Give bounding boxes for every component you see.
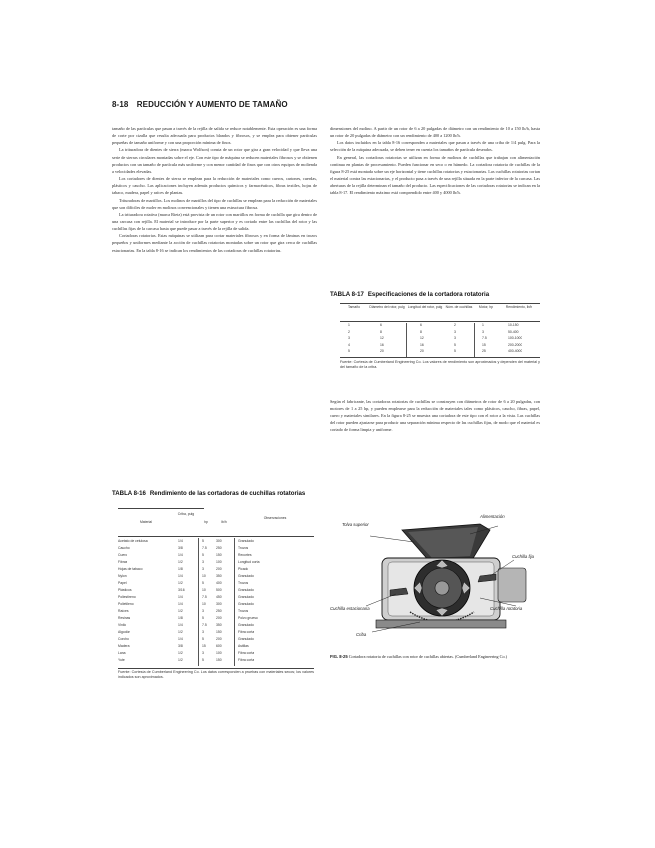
table-cell: Plásticos: [118, 588, 132, 592]
table-note: Fuente: Cortesía de Cumberland Engineering Co. Los valores de rendimiento son aproximados y dependen del material y del tamaño de la criba.: [340, 360, 540, 370]
table-cell: 3/16: [178, 588, 185, 592]
table-cell: 1/4: [178, 553, 183, 557]
table-cell: Lana: [118, 651, 126, 655]
table-label: TABLA 8-16: [112, 490, 146, 497]
paragraph: tamaño de las partículas que pasan a través de la rejilla de salida se reduce notablemente. Esta operación es una forma de corte por cizalla que resulta adecuada para productos blandos y fibrosos, y se emplea para obtener partículas pequeñas de tamaño uniforme y con una proporción mínima de finos.: [112, 126, 317, 146]
table-cell: 1/4: [178, 595, 183, 599]
table-title: Especificaciones de la cortadora rotatoria: [367, 291, 490, 298]
table-cell: 400: [216, 581, 222, 585]
table-cell: 5: [202, 539, 204, 543]
table-cell: 3: [202, 651, 204, 655]
table-title: Rendimiento de las cortadoras de cuchillas rotatorias: [149, 490, 306, 497]
table-cell: 10: [202, 602, 206, 606]
table-cell: Fibra corta: [238, 658, 255, 662]
table-row: [118, 560, 314, 566]
table-header-cell: Longitud del rotor, pulg: [407, 305, 443, 309]
table-row: [118, 630, 314, 636]
table-note: Fuente: Cortesía de Cumberland Engineering Co. Los datos corresponden a pruebas con materiales secos; los valores indicados son aproximados.: [118, 670, 314, 680]
table-row: [118, 651, 314, 657]
table-cell: 10: [202, 588, 206, 592]
table-cell: 500: [216, 588, 222, 592]
table-cell: Trozos: [238, 609, 249, 613]
base-shape: [376, 620, 506, 628]
table-cell: Poliestireno: [118, 595, 136, 599]
table-row: [118, 609, 314, 615]
table-cell: 5: [202, 637, 204, 641]
table-row: [118, 644, 314, 650]
table-cell: 7.5: [202, 546, 207, 550]
figure-label: Cuchilla estacionaria: [330, 606, 370, 611]
running-title: REDUCCIÓN Y AUMENTO DE TAMAÑO: [136, 100, 288, 109]
table-cell: Fibras: [118, 560, 128, 564]
table-cell: 150: [216, 630, 222, 634]
table-row: [118, 574, 314, 580]
table-row: [118, 546, 314, 552]
table-cell: Resinas: [118, 616, 131, 620]
table-cell: Caucho: [118, 546, 130, 550]
table-header-cell: Material: [139, 520, 153, 524]
table-8-17-title: [330, 291, 540, 298]
table-8-16: [118, 508, 314, 690]
table-cell: Algodón: [118, 630, 131, 634]
figure-label: Cuchilla fija: [512, 554, 534, 559]
table-row: [118, 553, 314, 559]
table-cell: 1/4: [178, 602, 183, 606]
table-header-cell: Criba, pulg: [177, 512, 195, 516]
table-cell: 600: [216, 644, 222, 648]
table-header-cell: Núm. de cuchillas: [445, 305, 473, 309]
table-row: 3 12 12 3 7.5 100-1000: [348, 336, 523, 340]
table-cell: Picado: [238, 567, 249, 571]
table-cell: Papel: [118, 581, 127, 585]
paragraph: Los cortadores de dientes de sierra se emplean para la reducción de materiales como cueros, cartones, cuerdas, plásticos y caucho. Las aplicaciones incluyen además productos químicos y farmacéuticos, fibras textiles, hojas de tabaco, madera, papel y raíces de plantas.: [112, 176, 317, 196]
table-cell: 5: [202, 616, 204, 620]
table-cell: 1/8: [178, 567, 183, 571]
table-cell: Yute: [118, 658, 125, 662]
table-8-16-title: [112, 490, 317, 497]
table-cell: 100: [216, 651, 222, 655]
table-cell: 7.5: [202, 623, 207, 627]
paragraph: Los datos incluidos en la tabla 8-16 corresponden a materiales que pasan a través de una criba de 1/4 pulg. Para la selección de la máquina adecuada, se deben tener en cuenta los tamaños de partícula deseados.: [330, 140, 540, 153]
figure-label: Tolva superior: [342, 522, 369, 527]
table-cell: Fibra corta: [238, 651, 255, 655]
table-row: [118, 567, 314, 573]
table-cell: 1/4: [178, 623, 183, 627]
figure-label: Criba: [356, 632, 367, 637]
leader-line: [370, 536, 414, 542]
table-cell: Hojas de tabaco: [118, 567, 143, 571]
table-cell: Astillas: [238, 644, 249, 648]
table-cell: Granulado: [238, 595, 254, 599]
table-header-cell: Tamaño: [347, 305, 361, 309]
table-cell: 200: [216, 616, 222, 620]
table-cell: Raíces: [118, 609, 129, 613]
table-label: TABLA 8-17: [330, 291, 364, 298]
table-header-row: [118, 512, 314, 534]
table-header-cell: lb/h: [221, 520, 227, 524]
table-cell: Granulado: [238, 602, 254, 606]
table-cell: 350: [216, 623, 222, 627]
table-row: [118, 637, 314, 643]
table-cell: 150: [216, 658, 222, 662]
table-cell: 3: [202, 630, 204, 634]
table-cell: 250: [216, 609, 222, 613]
table-cell: Granulado: [238, 623, 254, 627]
table-cell: 450: [216, 595, 222, 599]
table-header-cell: Rendimiento, lb/h: [505, 305, 533, 309]
table-cell: 200: [216, 567, 222, 571]
table-cell: Polietileno: [118, 602, 134, 606]
table-cell: Corcho: [118, 637, 129, 641]
figure-caption-text: Cortadora rotatoria de cuchillas con rotor de cuchillas abiertas. (Cumberland Engineering Co.): [348, 654, 507, 659]
table-cell: 5: [202, 581, 204, 585]
table-row: [118, 539, 314, 545]
paragraph: La trituradora de dientes de sierra (marca Wolfson) consta de un rotor que gira a gran velocidad y que lleva una serie de sierras circulares montadas sobre el eje. Con este tipo de máquina se reducen materiales fibrosos y se obtienen productos con un tamaño de partícula más uniforme y con menor cantidad de finos que con otros equipos de molienda a velocidades elevadas.: [112, 147, 317, 174]
table-row: 5 20 20 5 25 400-4000: [348, 349, 523, 353]
table-cell: 200: [216, 637, 222, 641]
table-cell: Granulado: [238, 539, 254, 543]
table-cell: Vinilo: [118, 623, 127, 627]
table-cell: 15: [202, 644, 206, 648]
figure-number: FIG. 8-25: [330, 654, 348, 659]
rotary-cutter-illustration: [330, 520, 545, 640]
page-number: 8-18: [112, 100, 129, 109]
paragraph: Trituradoras de martillos. Los molinos de martillos del tipo de cuchillas se emplean para la reducción de materiales que son difíciles de moler en molinos convencionales y tienen una estructura fibrosa.: [112, 197, 317, 210]
table-cell: Trozos: [238, 546, 249, 550]
table-row: 1 6 6 2 1 10-150: [348, 323, 519, 327]
table-header-cell: Observaciones: [263, 516, 287, 520]
figure-label: Alimentación: [480, 514, 505, 519]
table-cell: 7.5: [202, 595, 207, 599]
table-cell: 1/8: [178, 616, 183, 620]
paragraph: La trituradora rotativa (marca Rietz) está provista de un rotor con martillos en forma de cuchilla que gira dentro de una carcasa con rejilla. El material se introduce por la parte superior y es cortado entre las cuchillas del rotor y las cuchillas fijas de la carcasa hasta que puede pasar a través de la rejilla de salida.: [112, 211, 317, 232]
table-cell: 5: [202, 658, 204, 662]
paragraph: Cortadoras rotatorias. Estas máquinas se utilizan para cortar materiales fibrosos y en forma de láminas en trozos pequeños y uniformes mediante la acción de cuchillas rotatorias montadas sobre un rotor que gira cerca de cuchillas estacionarias. En la tabla 8-16 se indican los rendimientos de las cortadoras de cuchillas rotatorias.: [112, 233, 317, 253]
table-cell: Recortes: [238, 553, 252, 557]
table-cell: Cuero: [118, 553, 128, 557]
table-cell: 1/2: [178, 560, 183, 564]
table-cell: 250: [216, 546, 222, 550]
table-cell: 3/8: [178, 644, 183, 648]
table-cell: 3: [202, 560, 204, 564]
table-cell: 150: [216, 553, 222, 557]
table-header-row: [340, 305, 540, 319]
table-cell: 3/8: [178, 546, 183, 550]
table-cell: 3: [202, 609, 204, 613]
table-cell: 350: [216, 574, 222, 578]
table-cell: 300: [216, 602, 222, 606]
table-cell: 1/2: [178, 581, 183, 585]
table-cell: 300: [216, 539, 222, 543]
table-header-cell: Diámetro del rotor, pulg: [369, 305, 405, 309]
table-cell: 1/4: [178, 539, 183, 543]
right-lower-text: [330, 398, 540, 494]
table-row: 4 16 16 5 15 200-2000: [348, 342, 523, 347]
table-cell: 5: [202, 553, 204, 557]
table-row: [118, 588, 314, 594]
paragraph: Según el fabricante, las cortadoras rotatorias de cuchillas se construyen con diámetros de rotor de 6 a 20 pulgadas, con motores de 1 a 25 hp, y pueden emplearse para la reducción de materiales tales como plásticos, caucho, fibras, papel, cuero y materiales similares. En la figura 8-25 se muestra una cortadora de este tipo con el rotor a la vista. Las cuchillas del rotor pueden ajustarse para producir una separación mínima respecto de las cuchillas fijas, de modo que el material es cortado de forma limpia y uniforme.: [330, 399, 540, 433]
right-column-text: [330, 125, 540, 283]
figure-8-25: [330, 514, 545, 640]
table-cell: Granulado: [238, 574, 254, 578]
table-cell: Acetato de celulosa: [118, 539, 148, 543]
figure-label: Cuchilla rotatoria: [490, 606, 523, 611]
paragraph: dimensiones del molino. A partir de un rotor de 6 a 20 pulgadas de diámetro con un rendimiento de 10 a 150 lb/h, hasta un rotor de 20 pulgadas de diámetro con un rendimiento de 400 a 1200 lb/h.: [330, 126, 540, 139]
hopper-inner-shape: [408, 527, 478, 558]
table-cell: 3: [202, 567, 204, 571]
table-row: [118, 616, 314, 622]
table-row: 2 8 8 3 3 50-400: [348, 329, 519, 334]
table-cell: 1/4: [178, 637, 183, 641]
table-cell: Fibra corta: [238, 630, 255, 634]
table-cell: Polvo grueso: [238, 616, 258, 620]
figure-caption: [330, 654, 540, 660]
table-cell: 1/4: [178, 574, 183, 578]
running-header: [112, 100, 332, 112]
left-column-text: [112, 125, 317, 487]
table-row: [118, 581, 314, 587]
table-cell: Granulado: [238, 637, 254, 641]
table-cell: Longitud corta: [238, 560, 260, 564]
table-cell: 100: [216, 560, 222, 564]
table-header-cell: Motor, hp: [478, 305, 494, 309]
rotor-shaft-shape: [435, 581, 449, 595]
table-cell: 1/2: [178, 658, 183, 662]
table-cell: 1/2: [178, 651, 183, 655]
table-cell: 10: [202, 574, 206, 578]
table-cell: 1/2: [178, 630, 183, 634]
table-cell: Trozos: [238, 581, 249, 585]
table-8-17: [340, 303, 540, 383]
table-cell: Nylon: [118, 574, 127, 578]
table-row: [118, 602, 314, 608]
motor-shape: [498, 568, 526, 602]
table-row: [118, 623, 314, 629]
table-header-cell: hp: [204, 520, 208, 524]
table-cell: Granulado: [238, 588, 254, 592]
table-cell: Madera: [118, 644, 130, 648]
table-cell: 1/2: [178, 609, 183, 613]
table-row: [118, 595, 314, 601]
table-row: [118, 658, 314, 664]
paragraph: En general, las cortadoras rotatorias se utilizan en forma de molinos de cuchillas que trabajan con alimentación continua en plantas de procesamiento. Pueden funcionar en seco o en húmedo. La cortadora rotatoria de cuchillas de la figura 8-25 está montada sobre un eje horizontal y tiene cuchillas rotatorias y estacionarias. Las cuchillas rotatorias cortan el material contra las estacionarias, y el producto pasa a través de una rejilla situada en la parte inferior de la carcasa. Las aberturas de la rejilla determinan el tamaño del producto. Las especificaciones de las cortadoras rotatorias se indican en la tabla 8-17. El rendimiento máximo está comprendido entre 400 y 4000 lb/h.: [330, 154, 540, 196]
